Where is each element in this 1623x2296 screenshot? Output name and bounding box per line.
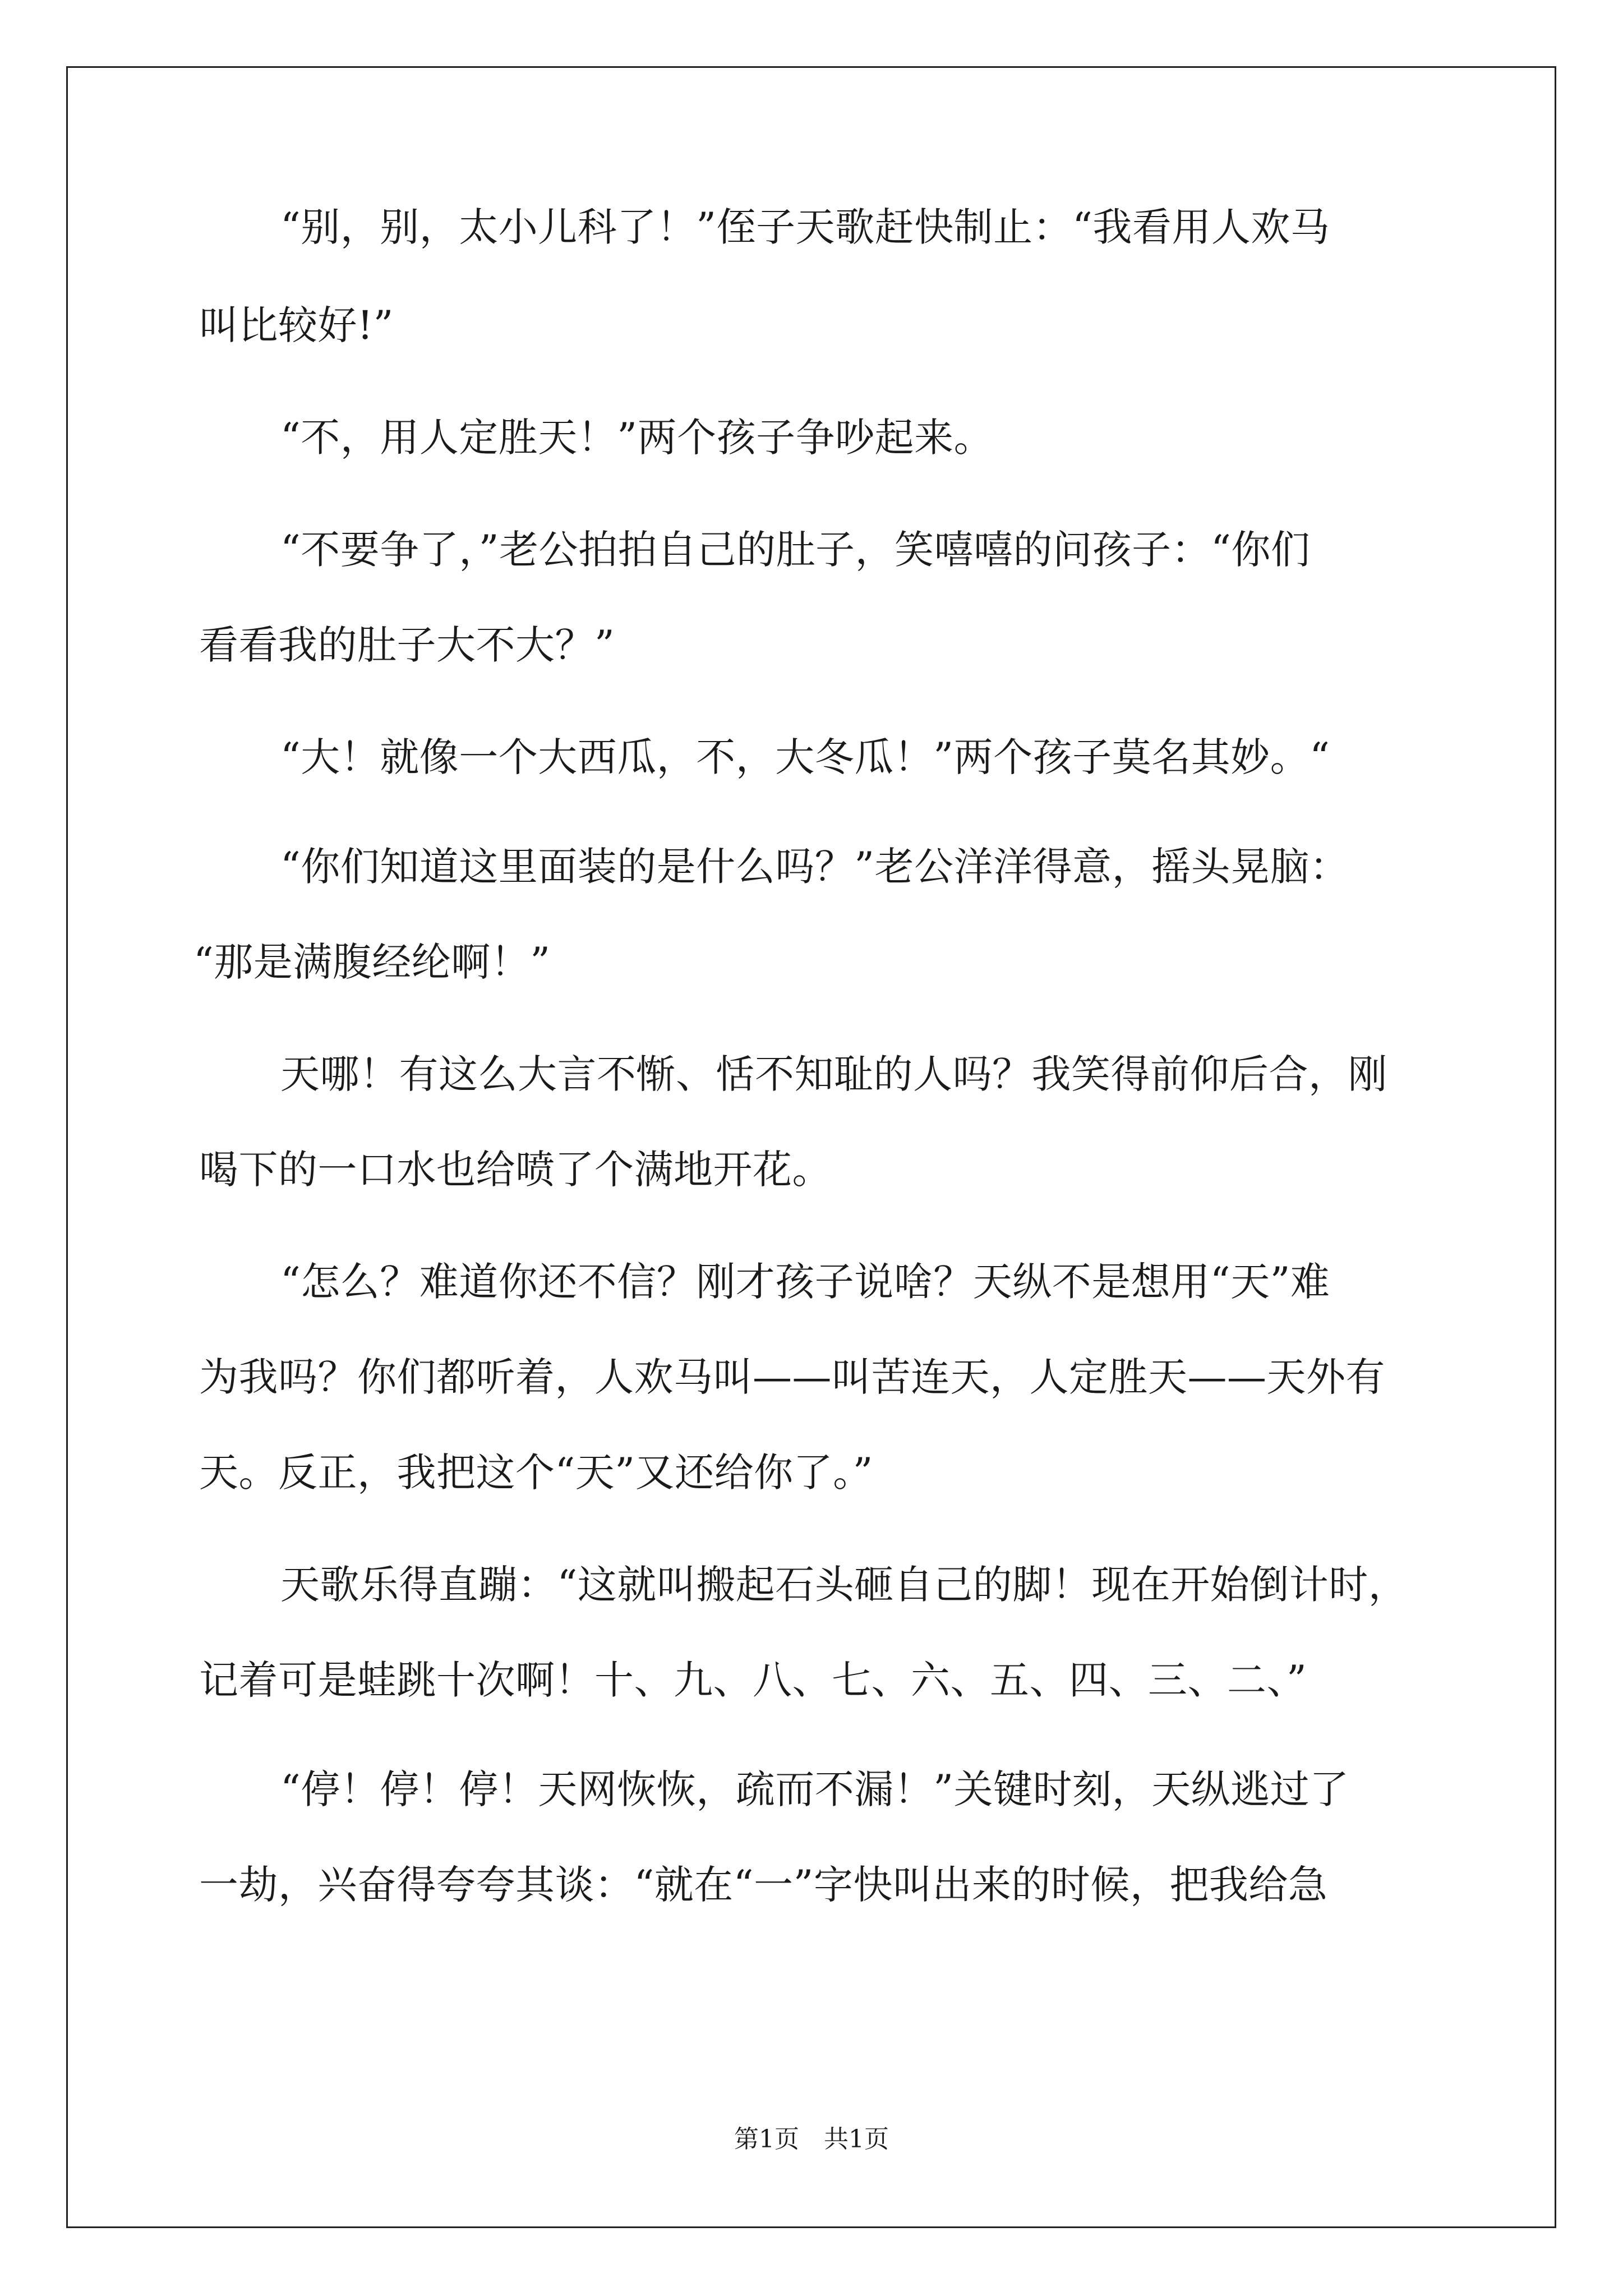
text-line: 记着可是蛙跳十次啊！十、九、八、七、六、五、四、三、二、” <box>199 1657 1307 1703</box>
text-line: 一劫，兴奋得夸夸其谈：“就在“一”字快叫出来的时候，把我给急 <box>199 1862 1328 1908</box>
text-line: 为我吗？你们都听着，人欢马叫——叫苦连天，人定胜天——天外有 <box>199 1354 1385 1400</box>
text-line: 天歌乐得直蹦：“这就叫搬起石头砸自己的脚！现在开始倒计时， <box>280 1562 1408 1608</box>
text-line: “怎么？难道你还不信？刚才孩子说啥？天纵不是想用“天”难 <box>280 1259 1330 1305</box>
text-line: 看看我的肚子大不大？” <box>199 622 615 668</box>
text-line: “那是满腹经纶啊！” <box>193 939 551 985</box>
text-line: 天哪！有这么大言不惭、恬不知耻的人吗？我笑得前仰后合，刚 <box>280 1051 1387 1097</box>
text-line: 喝下的一口水也给喷了个满地开花。 <box>199 1147 832 1193</box>
text-line: “你们知道这里面装的是什么吗？”老公洋洋得意，摇头晃脑： <box>280 844 1349 890</box>
text-line: “大！就像一个大西瓜，不，大冬瓜！”两个孩子莫名其妙。“ <box>280 734 1330 780</box>
page-number: 第1页 共1页 <box>734 2125 889 2154</box>
text-line: “不，用人定胜天！”两个孩子争吵起来。 <box>280 415 994 461</box>
text-line: 天。反正，我把这个“天”又还给你了。” <box>199 1450 873 1496</box>
text-line: “停！停！停！天网恢恢，疏而不漏！”关键时刻，天纵逃过了 <box>280 1766 1349 1812</box>
text-line: 叫比较好!” <box>199 302 394 348</box>
text-line: “不要争了，”老公拍拍自己的肚子，笑嘻嘻的问孩子：“你们 <box>280 527 1311 573</box>
text-line: “别，别，太小儿科了！”侄子天歌赶快制止：“我看用人欢马 <box>280 204 1330 250</box>
